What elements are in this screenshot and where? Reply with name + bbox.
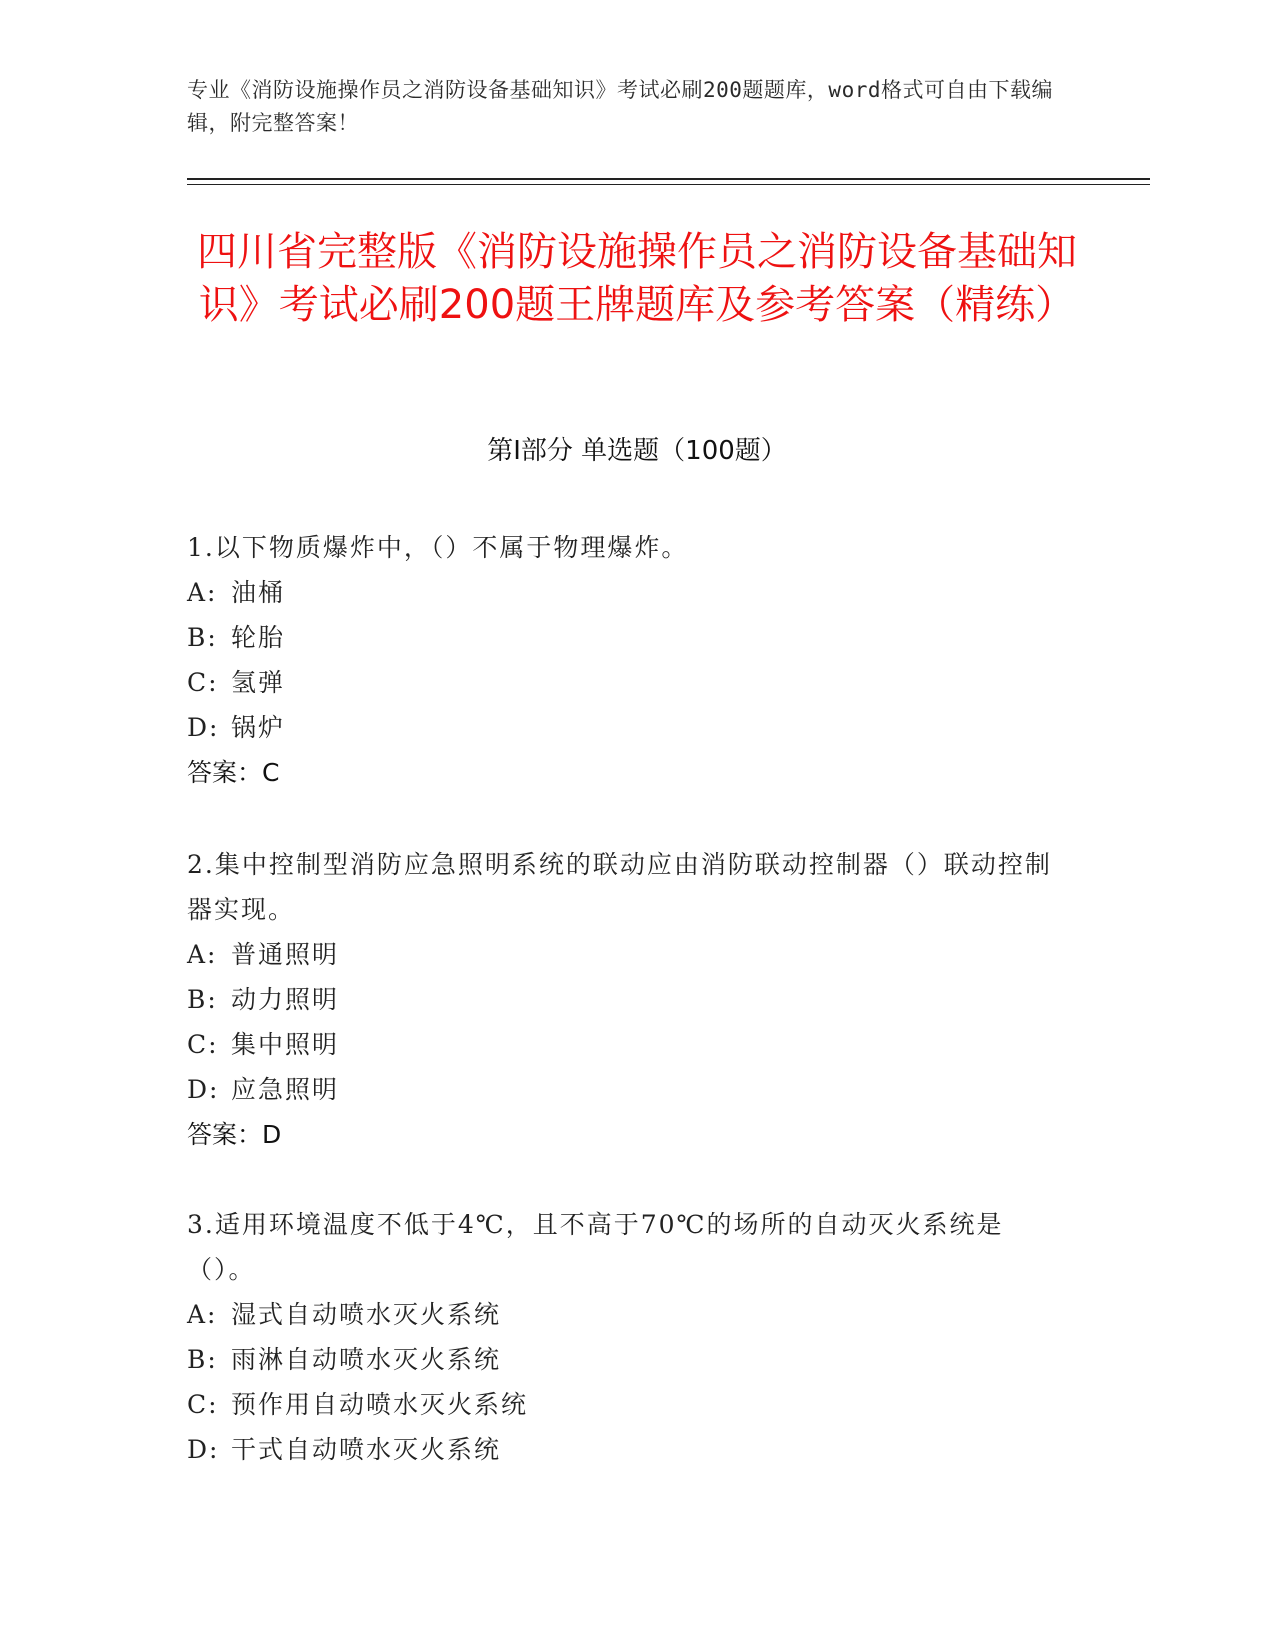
option-text: 雨淋自动喷水灭火系统 — [231, 1345, 502, 1374]
option-text: 氢弹 — [231, 668, 286, 697]
option-key: A: — [187, 940, 218, 969]
header-rule-thin — [187, 184, 1150, 185]
option-b — [187, 977, 1067, 1022]
question-stem: 3.适用环境温度不低于4℃，且不高于70℃的场所的自动灭火系统是（）。 — [187, 1210, 1004, 1284]
section-heading: 第Ⅰ部分 单选题（100题） — [487, 436, 787, 466]
question-stem: 2.集中控制型消防应急照明系统的联动应由消防联动控制器（）联动控制器实现。 — [187, 850, 1052, 924]
option-c — [187, 1022, 1067, 1067]
option-key: A: — [187, 578, 218, 607]
option-text: 普通照明 — [231, 940, 340, 969]
option-key: D: — [187, 1435, 220, 1464]
option-b — [187, 1337, 1067, 1382]
option-d — [187, 1427, 1067, 1472]
option-b — [187, 615, 1067, 660]
question-1 — [187, 525, 1067, 795]
option-c — [187, 1382, 1067, 1427]
option-text: 应急照明 — [231, 1075, 340, 1104]
answer-line: 答案：C — [187, 758, 280, 787]
question-stem: 1.以下物质爆炸中，（）不属于物理爆炸。 — [187, 533, 689, 562]
option-d — [187, 1067, 1067, 1112]
option-d — [187, 705, 1067, 750]
option-text: 轮胎 — [231, 623, 286, 652]
option-key: C: — [187, 1390, 219, 1419]
question-2 — [187, 842, 1067, 1157]
option-key: D: — [187, 1075, 220, 1104]
option-text: 集中照明 — [231, 1030, 340, 1059]
option-key: B: — [187, 623, 218, 652]
option-a — [187, 1292, 1067, 1337]
document-title: 四川省完整版《消防设施操作员之消防设备基础知识》考试必刷200题王牌题库及参考答案（精练） — [197, 229, 1077, 328]
option-text: 锅炉 — [231, 713, 286, 742]
option-text: 干式自动喷水灭火系统 — [231, 1435, 502, 1464]
option-key: C: — [187, 1030, 219, 1059]
option-text: 湿式自动喷水灭火系统 — [231, 1300, 502, 1329]
header-note: 专业《消防设施操作员之消防设备基础知识》考试必刷200题题库，word格式可自由下载编辑，附完整答案！ — [187, 78, 1053, 135]
option-text: 动力照明 — [231, 985, 340, 1014]
option-key: B: — [187, 985, 218, 1014]
option-key: C: — [187, 668, 219, 697]
option-key: B: — [187, 1345, 218, 1374]
option-text: 油桶 — [231, 578, 286, 607]
option-a — [187, 932, 1067, 977]
question-3 — [187, 1202, 1067, 1472]
option-key: D: — [187, 713, 220, 742]
header-rule-thick — [187, 178, 1150, 180]
option-key: A: — [187, 1300, 218, 1329]
answer-line: 答案：D — [187, 1120, 282, 1149]
option-a — [187, 570, 1067, 615]
option-text: 预作用自动喷水灭火系统 — [231, 1390, 529, 1419]
option-c — [187, 660, 1067, 705]
